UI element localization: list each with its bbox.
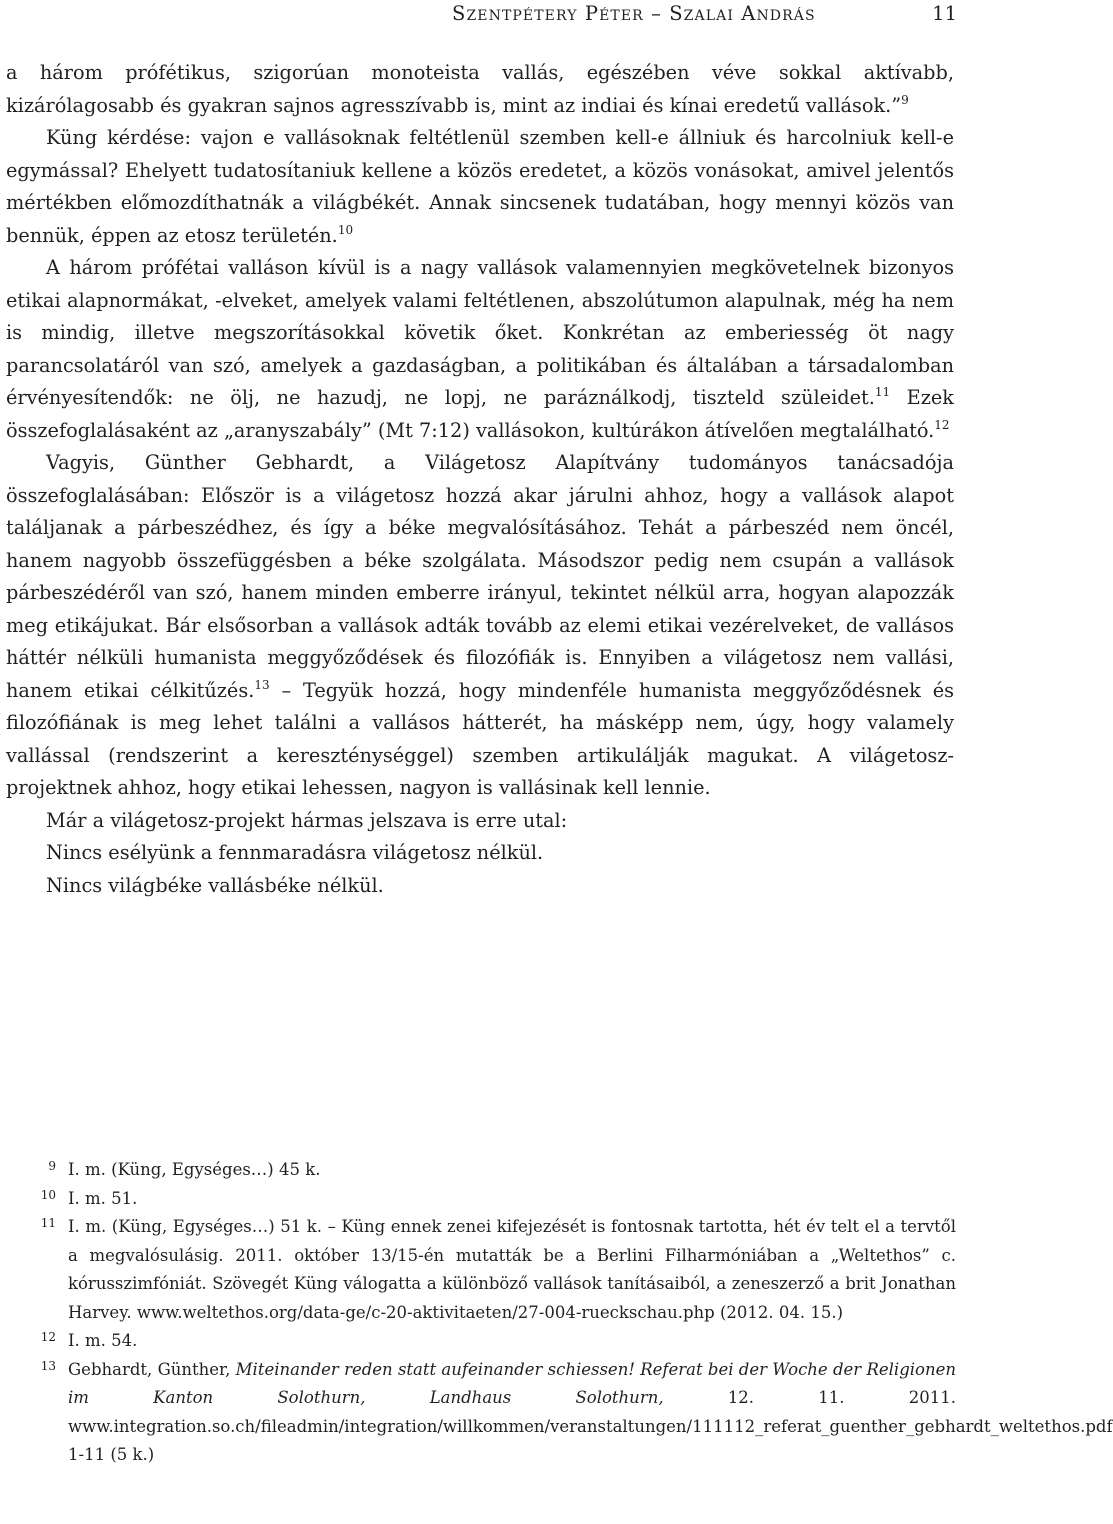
- paragraph-text: Küng kérdése: vajon e vallásoknak feltétlenül szemben kell-e állniuk és harcolniuk kell-e egymással? Ehelyett tudatosítaniuk kellene a közös eredetet, a közös vonásokat, amivel jelentős mértékben előmozdíthatnák a világbékét. Annak sincsenek tudatában, hogy mennyi közös van bennük, éppen az etosz területén.: [6, 126, 954, 247]
- paragraph-3: [6, 252, 954, 447]
- footnote-number: 11: [40, 1216, 56, 1230]
- footnote-9: [6, 1156, 956, 1185]
- footnote-text: I. m. 51.: [68, 1188, 138, 1208]
- paragraph-text: – Tegyük hozzá, hogy mindenféle humanista meggyőződésnek és filozófiának is meg lehet találni a vallásos hátterét, ha másképp nem, úgy, hogy valamely vallással (rendszerint a kereszténységgel) szemben artikulálják magukat. A világetosz-projektnek ahhoz, hogy etikai lehessen, nagyon is vallásinak kell lennie.: [6, 678, 954, 799]
- motto-line-2: Nincs világbéke vallásbéke nélkül.: [46, 873, 384, 897]
- footnote-text: I. m. 54.: [68, 1331, 138, 1350]
- footnote-12: [6, 1327, 956, 1356]
- page-number: 11: [932, 2, 957, 25]
- paragraph-2: [6, 122, 954, 252]
- footnote-number: 9: [48, 1159, 56, 1173]
- footnote-ref[interactable]: 13: [254, 677, 270, 692]
- paragraph-text: Vagyis, Günther Gebhardt, a Világetosz Alapítvány tudományos tanácsadója összefoglalásában: Először is a világetosz hozzá akar járulni ahhoz, hogy a vallások alapot találjanak a párbeszédhez, és így a béke megvalósításához. Tehát a párbeszéd nem öncél, hanem nagyobb összefüggésben a béke szolgálata. Másodszor pedig nem csupán a vallások párbeszédéről van szó, hanem minden emberre irányul, tekintet nélkül arra, hogyan alapozzák meg etikájukat. Bár elsősorban a vallások adták tovább az elemi etikai vezérelveket, de vallásos háttér nélküli humanista meggyőződések és filozófiák is. Ennyiben a világetosz nem vallási, hanem etikai célkitűzés.: [6, 451, 954, 702]
- running-head: Szentpétery Péter – Szalai András: [452, 2, 816, 25]
- paragraph-text: A három prófétai valláson kívül is a nagy vallások valamennyien megkövetelnek bizonyos etikai alapnormákat, -elveket, amelyek valami feltétlenen, abszolútumon alapulnak, még ha nem is mindig, illetve megszorításokkal követik őket. Konkrétan az emberiesség öt nagy parancsolatáról van szó, amelyek a gazdaságban, a politikában és általában a társadalomban érvényesítendők: ne ölj, ne hazudj, ne lopj, ne paráználkodj, tiszteld szüleidet.: [6, 256, 954, 409]
- footnote-ref[interactable]: 9: [901, 92, 909, 107]
- footnote-ref[interactable]: 11: [874, 385, 891, 399]
- paragraph-4: [6, 447, 954, 805]
- footnote-text: [68, 1356, 1113, 1470]
- footnote-text: I. m. (Küng, Egységes…) 51 k. – Küng ennek zenei kifejezését is fontosnak tartotta, hét év telt el a tervtől a megvalósulásig. 2011. október 13/15-én mutatták be a Berlini Filharmóniában a „Weltethos” c. kórusszimfóniát. Szövegét Küng válogatta a különböző vallások tanításaiból, a zeneszerző a brit Jonathan Harvey. www.weltethos.org/data-ge/c-20-aktivitaeten/27-004-rueckschau.php (2012. 04. 15.): [68, 1217, 956, 1322]
- footnote-number: 12: [40, 1330, 56, 1344]
- footnote-13: [6, 1356, 1113, 1470]
- footnote-10: [6, 1185, 956, 1214]
- motto-line-1: Nincs esélyünk a fennmaradásra világetosz nélkül.: [46, 841, 544, 864]
- motto-intro: Már a világetosz-projekt hármas jelszava is erre utal:: [46, 808, 568, 832]
- footnote-number: 10: [40, 1187, 56, 1202]
- footnote-text: I. m. (Küng, Egységes…) 45 k.: [68, 1160, 321, 1179]
- footnotes: [6, 1156, 1113, 1470]
- paragraph-text: Ezek összefoglalásaként az „aranyszabály” (Mt 7:12) vallásokon, kultúrákon átívelően megtalálható.: [6, 386, 954, 442]
- paragraph-1: [6, 57, 954, 122]
- footnote-number: 13: [40, 1358, 56, 1373]
- paragraph-text: a három prófétikus, szigorúan monoteista vallás, egészében véve sokkal aktívabb, kizárólagosabb és gyakran sajnos agresszívabb is, mint az indiai és kínai eredetű vallások.”: [6, 61, 954, 117]
- main-text: [6, 57, 954, 902]
- footnote-ref[interactable]: 10: [337, 222, 354, 237]
- page-header: [452, 2, 957, 28]
- footnote-11: [6, 1213, 956, 1327]
- footnote-text-part: 12. 11. 2011. www.integration.so.ch/fileadmin/integration/willkommen/veranstaltungen/111112_referat_guenther_gebhardt_weltethos.pdf 1-11 (5 k.): [68, 1388, 1113, 1464]
- footnote-ref[interactable]: 12: [934, 417, 950, 432]
- footnote-italic-title: Miteinander reden statt aufeinander schiessen! Referat bei der Woche der Religionen im Kanton Solothurn, Landhaus Solothurn,: [68, 1359, 957, 1407]
- footnote-text-part: Gebhardt, Günther,: [68, 1359, 236, 1379]
